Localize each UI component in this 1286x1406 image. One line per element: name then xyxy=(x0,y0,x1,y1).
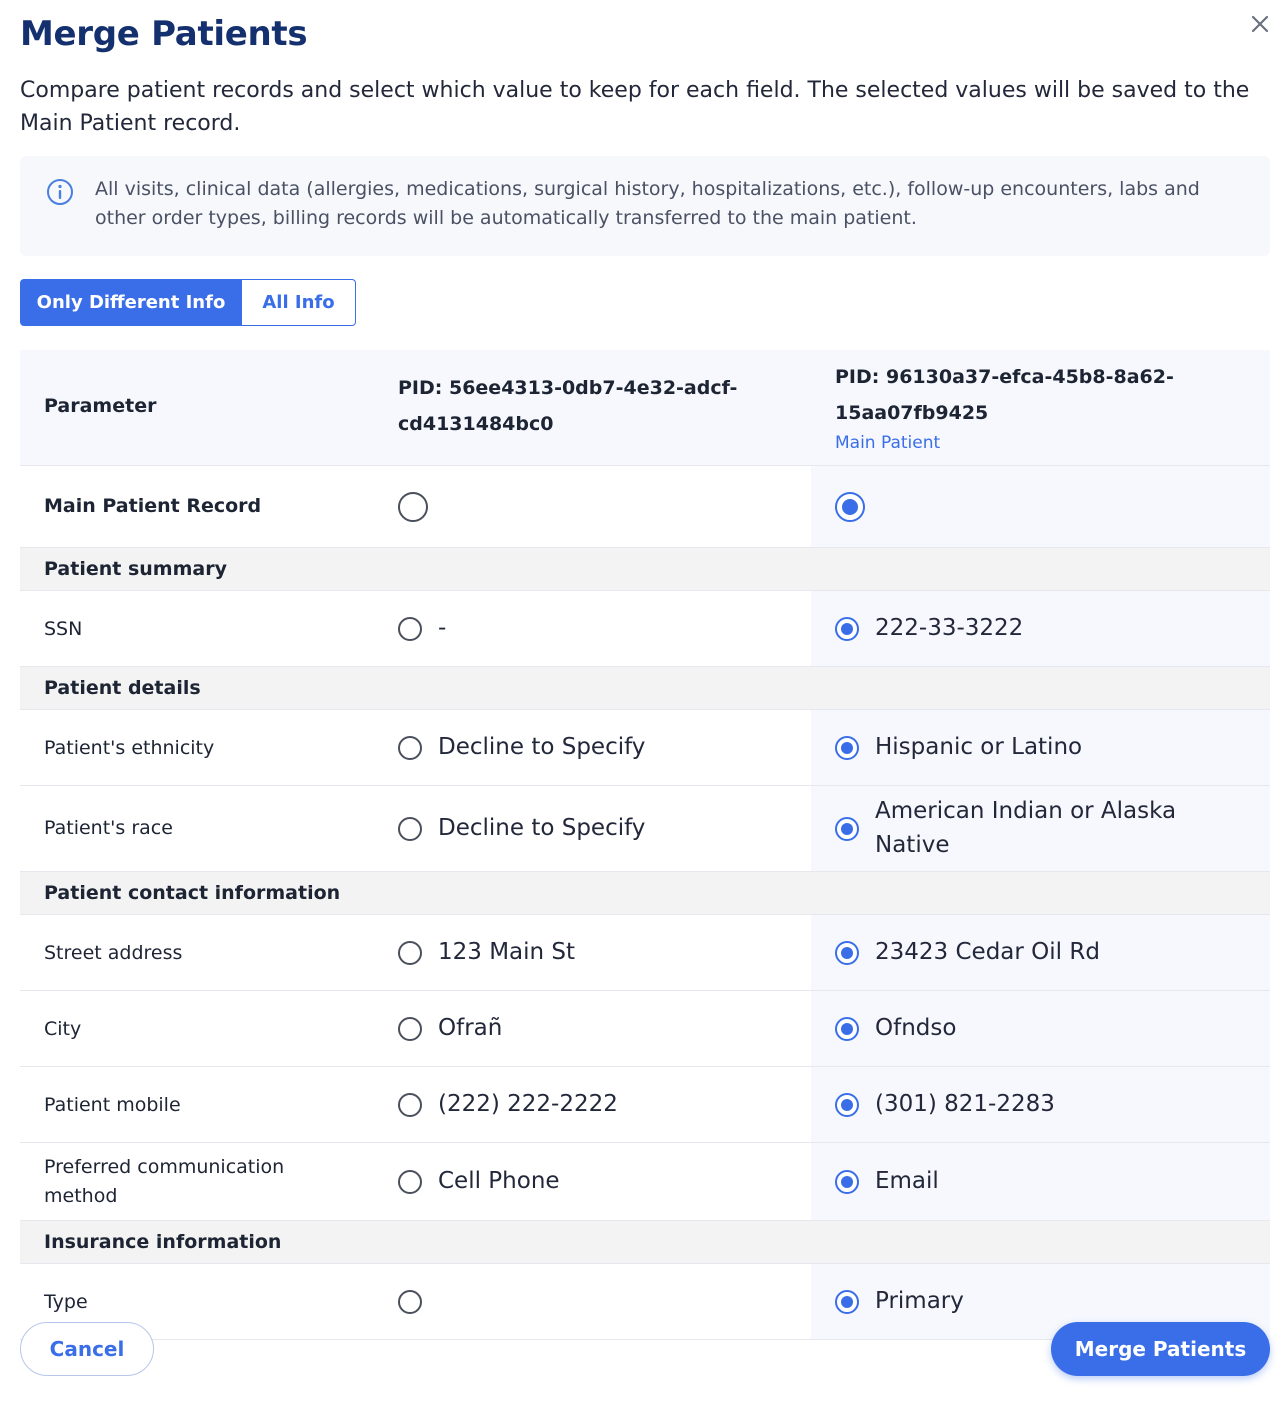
section-label: Patient contact information xyxy=(44,882,341,904)
table-header xyxy=(20,350,1270,466)
city-value-pid2: Ofndso xyxy=(875,1015,957,1041)
city-radio-pid1[interactable] xyxy=(398,1017,422,1041)
section-patient-summary xyxy=(20,548,1270,591)
ethnicity-radio-pid1[interactable] xyxy=(398,736,422,760)
table-row-ethnicity xyxy=(20,710,1270,786)
row-label: SSN xyxy=(44,618,83,640)
close-button[interactable] xyxy=(1246,10,1274,38)
close-icon xyxy=(1250,14,1270,34)
row-label: Type xyxy=(44,1291,88,1313)
row-label: Patient's ethnicity xyxy=(44,737,215,759)
main-patient-label: Main Patient xyxy=(835,433,941,453)
info-icon xyxy=(46,178,74,206)
ethnicity-radio-pid2[interactable] xyxy=(835,736,859,760)
table-row-street-address xyxy=(20,915,1270,991)
comm-radio-pid2[interactable] xyxy=(835,1170,859,1194)
table-row-patient-mobile xyxy=(20,1067,1270,1143)
race-value-pid2: American Indian or Alaska Native xyxy=(875,798,1177,858)
section-label: Insurance information xyxy=(44,1231,282,1253)
dialog-title: Merge Patients xyxy=(20,14,308,54)
main-column-bg xyxy=(811,466,1270,547)
row-label: Preferred communication method xyxy=(44,1156,285,1207)
comparison-table[interactable] xyxy=(20,350,1270,1314)
ssn-value-pid2: 222-33-3222 xyxy=(875,615,1024,641)
ethnicity-value-pid2: Hispanic or Latino xyxy=(875,734,1083,760)
all-info-button[interactable]: All Info xyxy=(242,279,356,326)
street-radio-pid2[interactable] xyxy=(835,941,859,965)
main-record-radio-pid2[interactable] xyxy=(835,492,865,522)
info-filter-toggle xyxy=(20,279,356,326)
street-value-pid2: 23423 Cedar Oil Rd xyxy=(875,939,1100,965)
ssn-value-pid1: - xyxy=(438,615,447,641)
type-radio-pid1[interactable] xyxy=(398,1290,422,1314)
row-label: Patient mobile xyxy=(44,1094,181,1116)
info-text: All visits, clinical data (allergies, medications, surgical history, hospitalizations, etc.), follow-up encounters, labs and other order types, billing records will be automatically transferred to the main patient. xyxy=(95,178,1200,229)
ethnicity-value-pid1: Decline to Specify xyxy=(438,734,646,760)
ssn-radio-pid2[interactable] xyxy=(835,617,859,641)
section-label: Patient summary xyxy=(44,558,227,580)
section-label: Patient details xyxy=(44,677,201,699)
info-banner xyxy=(20,156,1270,256)
main-record-radio-pid1[interactable] xyxy=(398,492,428,522)
mobile-value-pid1: (222) 222-2222 xyxy=(438,1091,618,1117)
type-radio-pid2[interactable] xyxy=(835,1290,859,1314)
section-patient-contact-information xyxy=(20,872,1270,915)
mobile-radio-pid2[interactable] xyxy=(835,1093,859,1117)
comm-value-pid2: Email xyxy=(875,1168,939,1194)
section-insurance-information xyxy=(20,1221,1270,1264)
race-radio-pid1[interactable] xyxy=(398,817,422,841)
main-patient-record-label: Main Patient Record xyxy=(44,495,262,517)
mobile-value-pid2: (301) 821-2283 xyxy=(875,1091,1055,1117)
merge-patients-button[interactable]: Merge Patients xyxy=(1051,1322,1270,1376)
comm-value-pid1: Cell Phone xyxy=(438,1168,560,1194)
ssn-radio-pid1[interactable] xyxy=(398,617,422,641)
cancel-button[interactable]: Cancel xyxy=(20,1322,154,1376)
main-patient-record-row xyxy=(20,466,1270,548)
table-row-preferred-communication xyxy=(20,1143,1270,1221)
row-label: City xyxy=(44,1018,82,1040)
table-row-ssn xyxy=(20,591,1270,667)
pid1-header: PID: 56ee4313-0db7-4e32-adcf-cd4131484bc0 xyxy=(398,377,738,435)
comm-radio-pid1[interactable] xyxy=(398,1170,422,1194)
street-value-pid1: 123 Main St xyxy=(438,939,576,965)
race-radio-pid2[interactable] xyxy=(835,817,859,841)
city-value-pid1: Ofrañ xyxy=(438,1015,503,1041)
only-different-info-button[interactable]: Only Different Info xyxy=(20,279,242,326)
section-patient-details xyxy=(20,667,1270,710)
mobile-radio-pid1[interactable] xyxy=(398,1093,422,1117)
pid2-header: PID: 96130a37-efca-45b8-8a62-15aa07fb9425 xyxy=(835,366,1174,424)
row-label: Patient's race xyxy=(44,817,173,839)
table-row-city xyxy=(20,991,1270,1067)
table-row-race xyxy=(20,786,1270,872)
street-radio-pid1[interactable] xyxy=(398,941,422,965)
parameter-header: Parameter xyxy=(44,395,157,417)
type-value-pid2: Primary xyxy=(875,1288,964,1314)
city-radio-pid2[interactable] xyxy=(835,1017,859,1041)
race-value-pid1: Decline to Specify xyxy=(438,815,646,841)
dialog-subtitle: Compare patient records and select which value to keep for each field. The selected values will be saved to the Main Patient record. xyxy=(20,78,1250,136)
row-label: Street address xyxy=(44,942,183,964)
